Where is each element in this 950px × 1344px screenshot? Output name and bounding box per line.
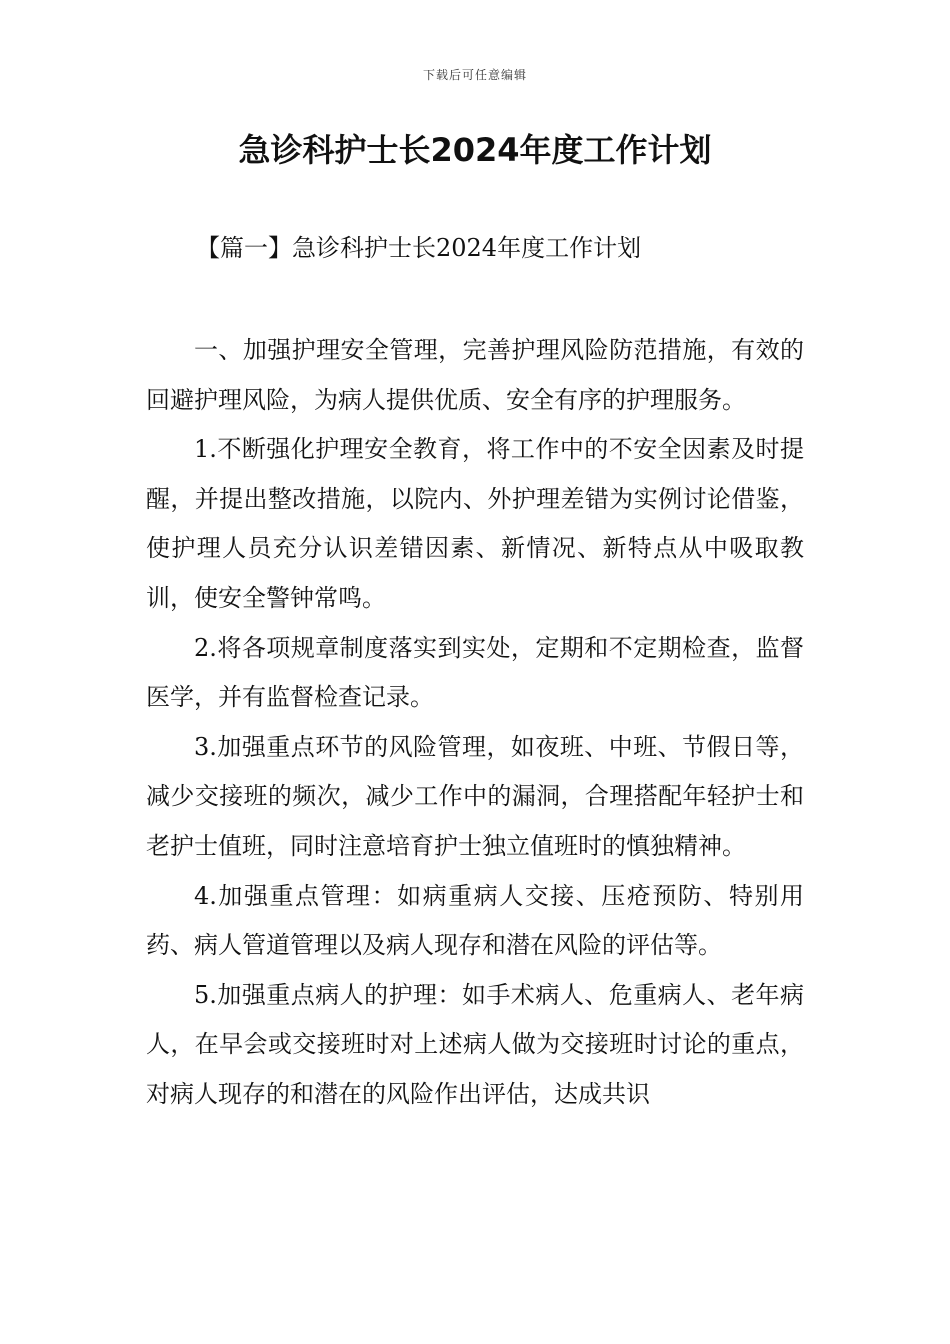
header-note: 下载后可任意编辑 [422, 68, 527, 82]
section-subtitle: 【篇一】急诊科护士长2024年度工作计划 [196, 234, 642, 262]
document-title: 急诊科护士长2024年度工作计划 [238, 131, 712, 169]
document-body [146, 326, 804, 1120]
paragraph-item-1: 1.不断强化护理安全教育，将工作中的不安全因素及时提醒，并提出整改措施，以院内、外护理差错为实例讨论借鉴，使护理人员充分认识差错因素、新情况、新特点从中吸取教训，使安全警钟常鸣。 [146, 435, 804, 612]
paragraph-item-2: 2.将各项规章制度落实到实处，定期和不定期检查，监督医学，并有监督检查记录。 [146, 633, 804, 712]
paragraph-item-3: 3.加强重点环节的风险管理，如夜班、中班、节假日等，减少交接班的频次，减少工作中的漏洞，合理搭配年轻护士和老护士值班，同时注意培育护士独立值班时的慎独精神。 [146, 732, 804, 860]
paragraph-item-5: 5.加强重点病人的护理：如手术病人、危重病人、老年病人，在早会或交接班时对上述病人做为交接班时讨论的重点，对病人现存的和潜在的风险作出评估，达成共识 [146, 980, 804, 1108]
paragraph-item-4: 4.加强重点管理：如病重病人交接、压疮预防、特别用药、病人管道管理以及病人现存和潜在风险的评估等。 [146, 881, 804, 960]
paragraph-intro: 一、加强护理安全管理，完善护理风险防范措施，有效的回避护理风险，为病人提供优质、安全有序的护理服务。 [146, 336, 804, 414]
